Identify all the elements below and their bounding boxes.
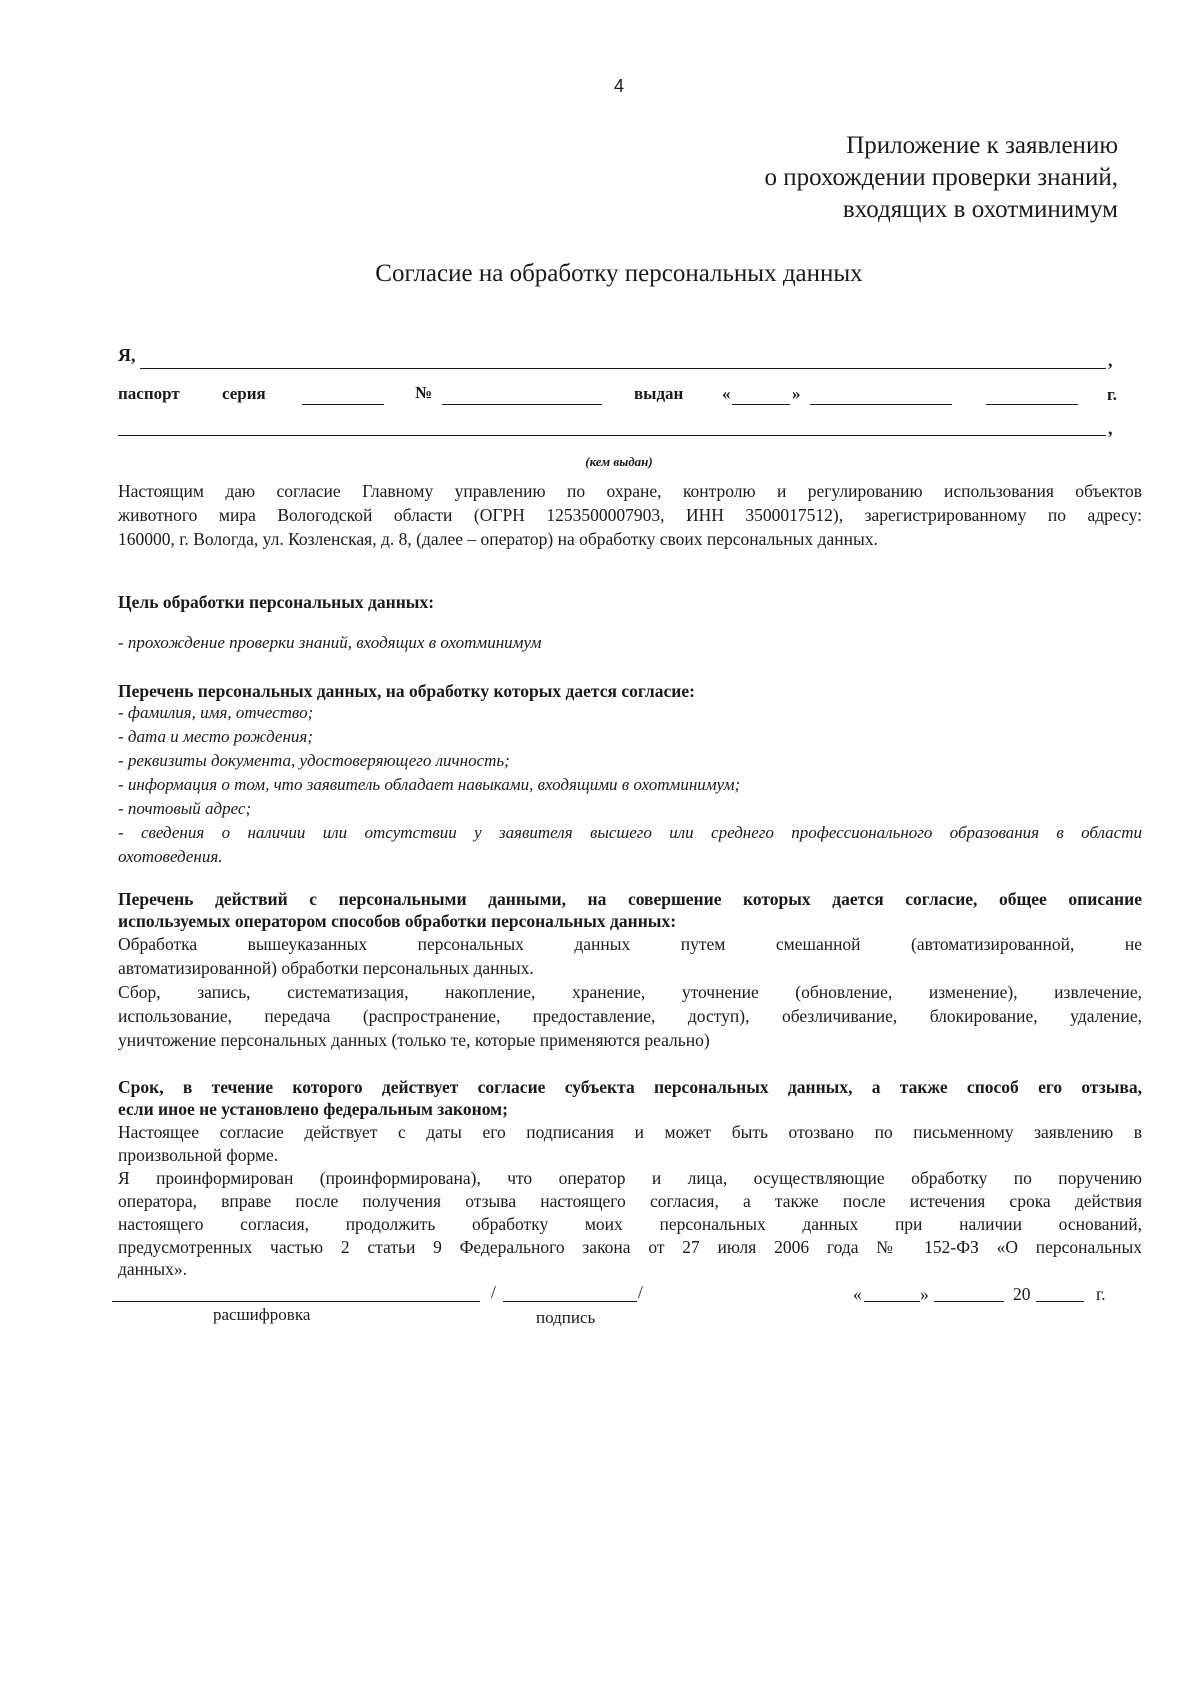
- actions-heading: Перечень действий с персональными данными, на совершение которых дается согласие, общее описание: [118, 889, 1142, 909]
- issue-month-field[interactable]: [810, 404, 952, 405]
- appendix-line: входящих в охотминимум: [842, 196, 1118, 223]
- sign-month-field[interactable]: [934, 1301, 1004, 1302]
- series-label: серия: [222, 384, 266, 403]
- consent-line: животного мира Вологодской области (ОГРН 1253500007903, ИНН 3500017512), зарегистрированному по адресу:: [118, 505, 1142, 525]
- term-text-line: оператора, вправе после получения отзыва настоящего согласия, а также после истечения срока действия: [118, 1191, 1142, 1211]
- sign-year-label: г.: [1096, 1284, 1106, 1304]
- decoding-caption: расшифровка: [213, 1305, 311, 1324]
- name-comma: ,: [1108, 350, 1113, 370]
- date-quote-close: »: [920, 1284, 929, 1304]
- passport-label: паспорт: [118, 384, 180, 403]
- i-label: Я,: [118, 345, 136, 365]
- data-list-item: - фамилия, имя, отчество;: [118, 703, 314, 722]
- sign-day-field[interactable]: [864, 1301, 920, 1302]
- decoding-field[interactable]: [112, 1301, 480, 1302]
- term-heading: если иное не установлено федеральным законом;: [118, 1099, 508, 1119]
- document-title: Согласие на обработку персональных данных: [375, 260, 863, 287]
- appendix-line: Приложение к заявлению: [846, 132, 1118, 159]
- issued-by-caption: (кем выдан): [585, 454, 653, 469]
- issue-year-field[interactable]: [986, 404, 1078, 405]
- issued-label: выдан: [634, 384, 684, 403]
- page-number: 4: [613, 76, 624, 96]
- actions-text-line: использование, передача (распространение, предоставление, доступ), обезличивание, блокирование, удаление,: [118, 1006, 1142, 1026]
- term-text-line: произвольной форме.: [118, 1145, 279, 1165]
- quote-open: «: [722, 384, 731, 403]
- sign-year-field[interactable]: [1036, 1301, 1084, 1302]
- term-text-line: настоящего согласия, продолжить обработку моих персональных данных при наличии оснований,: [118, 1214, 1142, 1234]
- data-list-item: - информация о том, что заявитель обладает навыками, входящими в охотминимум;: [118, 775, 741, 794]
- actions-text-line: Обработка вышеуказанных персональных данных путем смешанной (автоматизированной, не: [118, 934, 1142, 954]
- issued-by-comma: ,: [1108, 418, 1113, 438]
- data-list-item: охотоведения.: [118, 847, 223, 866]
- issued-by-field[interactable]: [118, 435, 1106, 436]
- consent-line: Настоящим даю согласие Главному управлению по охране, контролю и регулированию использования объектов: [118, 481, 1142, 501]
- data-list-item: - почтовый адрес;: [118, 799, 252, 818]
- consent-line: 160000, г. Вологда, ул. Козленская, д. 8, (далее – оператор) на обработку своих персональных данных.: [118, 529, 878, 549]
- term-text-line: Настоящее согласие действует с даты его подписания и может быть отозвано по письменному заявлению в: [118, 1122, 1142, 1142]
- appendix-header: [764, 130, 1118, 226]
- issue-day-field[interactable]: [732, 404, 790, 405]
- signature-field[interactable]: [503, 1301, 637, 1302]
- date-quote-open: «: [853, 1284, 862, 1304]
- term-text-line: предусмотренных частью 2 статьи 9 Федерального закона от 27 июля 2006 года № 152-ФЗ «О персональных: [118, 1237, 1142, 1257]
- purpose-heading: Цель обработки персональных данных:: [118, 592, 435, 612]
- passport-series-field[interactable]: [302, 404, 384, 405]
- sign-year-prefix: 20: [1013, 1284, 1031, 1304]
- term-text-line: данных».: [118, 1259, 188, 1279]
- purpose-item: - прохождение проверки знаний, входящих в охотминимум: [118, 633, 542, 652]
- term-heading: Срок, в течение которого действует согласие субъекта персональных данных, а также способ его отзыва,: [118, 1077, 1142, 1097]
- data-list-item: - реквизиты документа, удостоверяющего личность;: [118, 751, 510, 770]
- actions-text-line: уничтожение персональных данных (только те, которые применяются реально): [118, 1030, 710, 1050]
- actions-heading: используемых оператором способов обработки персональных данных:: [118, 911, 677, 931]
- number-label: №: [415, 383, 433, 402]
- year-label: г.: [1107, 385, 1118, 404]
- full-name-field[interactable]: [140, 368, 1106, 369]
- data-list-item: - сведения о наличии или отсутствии у заявителя высшего или среднего профессионального образования в области: [118, 823, 1142, 842]
- data-list-heading: Перечень персональных данных, на обработку которых дается согласие:: [118, 681, 695, 701]
- data-list-item: - дата и место рождения;: [118, 727, 313, 746]
- appendix-line: о прохождении проверки знаний,: [764, 164, 1118, 191]
- signature-caption: подпись: [536, 1308, 596, 1327]
- quote-close: »: [792, 384, 801, 403]
- passport-number-field[interactable]: [442, 404, 602, 405]
- slash-left: /: [491, 1282, 496, 1302]
- actions-text-line: автоматизированной) обработки персональных данных.: [118, 958, 534, 978]
- actions-text-line: Сбор, запись, систематизация, накопление, хранение, уточнение (обновление, изменение), извлечение,: [118, 982, 1142, 1002]
- term-text-line: Я проинформирован (проинформирована), что оператор и лица, осуществляющие обработку по поручению: [118, 1168, 1142, 1188]
- slash-right: /: [638, 1282, 643, 1302]
